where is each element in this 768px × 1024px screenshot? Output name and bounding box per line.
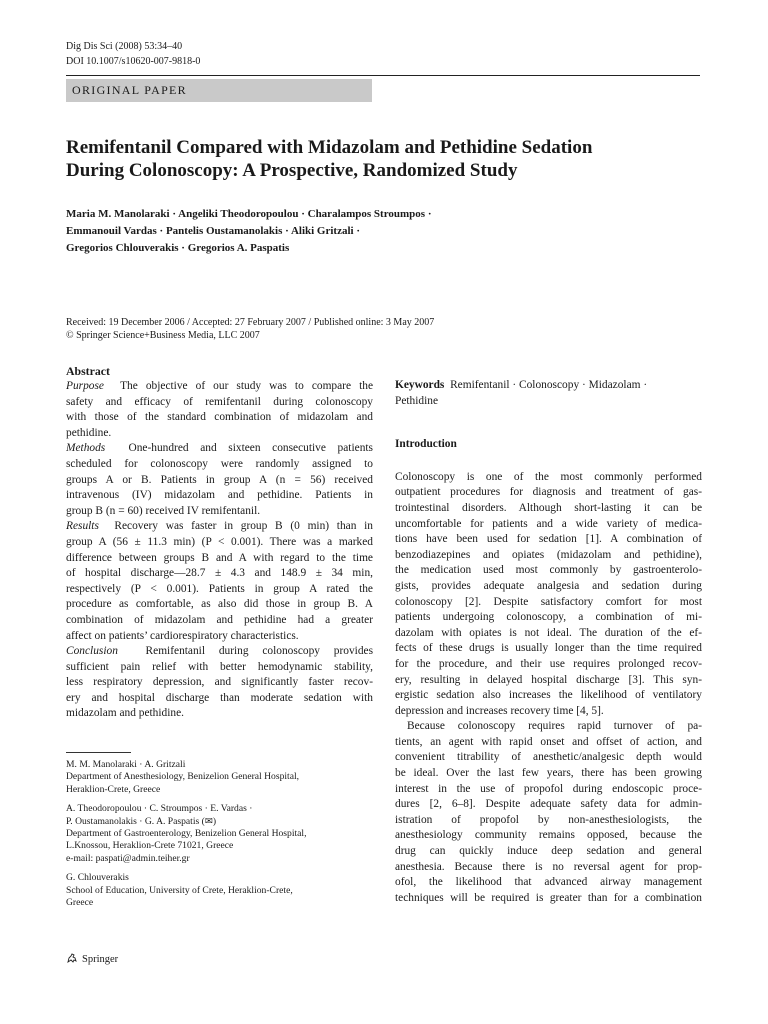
abstract-line: sufficient pain relief with better hemodynamic stability, xyxy=(66,660,373,673)
abstract-line: scheduled for colonoscopy were randomly assigned to xyxy=(66,457,373,470)
results-label: Results xyxy=(66,520,99,533)
keywords-line: Pethidine xyxy=(395,394,439,407)
abstract-line: safety and efficacy of remifentanil during colonoscopy xyxy=(66,395,373,408)
keywords-label: Keywords xyxy=(395,379,445,391)
journal-citation: Dig Dis Sci (2008) 53:34–40 xyxy=(66,41,183,52)
introduction-heading: Introduction xyxy=(395,438,457,451)
article-title xyxy=(66,136,706,182)
abstract-line: difference between groups B and A with regard to the time xyxy=(66,551,373,564)
author-line: Maria M. Manolaraki · Angeliki Theodoropoulou · Charalampos Stroumpos · xyxy=(66,208,432,220)
abstract-section xyxy=(66,364,373,722)
author-line: Emmanouil Vardas · Pantelis Oustamanolakis · Aliki Gritzali · xyxy=(66,225,360,237)
abstract-line: of hospital discharge—28.7 ± 4.3 and 148.9 ± 34 min, xyxy=(66,567,373,580)
abstract-line: pethidine. xyxy=(66,426,112,439)
title-line: During Colonoscopy: A Prospective, Randomized Study xyxy=(66,160,518,181)
abstract-heading: Abstract xyxy=(66,364,110,378)
affiliations xyxy=(66,759,386,916)
abstract-line: respectively (P < 0.001). Patients in group A rated the xyxy=(66,582,373,595)
abstract-line: groups A or B. Patients in group A (n = 56) received xyxy=(66,473,373,486)
doi: DOI 10.1007/s10620-007-9818-0 xyxy=(66,56,201,67)
abstract-line: combination of midazolam and pethidine had a greater xyxy=(66,613,373,626)
abstract-line: ery and hospital discharge than moderate sedation with xyxy=(66,691,373,704)
page-footer xyxy=(66,952,118,967)
affiliation-block: G. Chlouverakis School of Education, University of Crete, Heraklion-Crete, Greece xyxy=(66,872,293,909)
abstract-line: Conclusion Remifentanil during colonoscopy provides xyxy=(66,645,373,658)
date-history: Received: 19 December 2006 / Accepted: 27 February 2007 / Published online: 3 May 2007 xyxy=(66,317,435,328)
abstract-line: Purpose The objective of our study was to compare the xyxy=(66,380,373,392)
publisher-name: Springer xyxy=(82,954,119,965)
conclusion-label: Conclusion xyxy=(66,645,118,658)
corresponding-email[interactable]: e-mail: paspati@admin.teiher.gr xyxy=(66,852,190,864)
abstract-line: procedure as comfortable, as also did those in group B. A xyxy=(66,598,373,611)
author-line: Gregorios Chlouverakis · Gregorios A. Paspatis xyxy=(66,242,290,254)
methods-label: Methods xyxy=(66,442,106,455)
header-rule xyxy=(66,75,700,76)
abstract-line: group A (56 ± 11.3 min) (P < 0.001). There was a marked xyxy=(66,535,373,548)
keywords: Keywords Remifentanil · Colonoscopy · Midazolam · xyxy=(395,379,648,391)
right-column xyxy=(395,378,702,906)
intro-paragraph-1: Colonoscopy is one of the most commonly performed outpatient procedures for diagnosis and treatment of gas- trointestinal disorders. Although short-lasting it can be uncomfortable for patients and a wide variety of medica- tions have been used for sedation [1]. A combination of benzodiazepines and opiates (midazolam and pethidine), the medication used most commonly by gastroenterolo- gists, provides adequate analgesia and sedation during colonoscopy [2]. Despite satisfactory comfort for most patients undergoing colonoscopy, a combination of mi- dazolam with opiates is not ideal. The duration of the ef- fects of these drugs is usually longer than the time required for the procedure, and their use requires prolonged recov- ery, resulting in delayed hospital discharge [3]. This syn- ergistic sedation also increases the likelihood of ventilatory depression and increases recovery time [4, 5]. xyxy=(395,470,702,717)
intro-paragraph-2: Because colonoscopy requires rapid turnover of pa- tients, an agent with rapid onset and offset of action, and convenient titrability of anesthetic/analgesic depth would be ideal. Over the last few years, there has been growing interest in the use of propofol during endoscopic proce- dures [2, 6–8]. Despite adequate safety data for admin- istration of propofol by non-anesthesiologists, the anesthesiology community remains opposed, because the drug can quickly induce deep sedation and general anesthesia. Because there is no reversal agent for prop- ofol, the likelihood that advanced airway management techniques will be required is greater than for a combination xyxy=(395,720,702,904)
author-list xyxy=(66,206,706,257)
abstract-line: midazolam and pethidine. xyxy=(66,707,184,720)
abstract-line: intravenous (IV) midazolam and pethidine. Patients in xyxy=(66,489,373,502)
affiliation-rule xyxy=(66,752,131,753)
affiliation-block: A. Theodoropoulou · C. Stroumpos · E. Vardas · P. Oustamanolakis · G. A. Paspatis (✉) Department of Gastroenterology, Benizelion General Hospital, L.Knossou, Heraklion-Crete 71021, Greece e-mail: paspati@admin.teiher.gr xyxy=(66,803,386,865)
abstract-line: group B (n = 60) received IV remifentanil. xyxy=(66,504,261,517)
abstract-line: affect on patients’ cardiorespiratory characteristics. xyxy=(66,629,299,642)
title-line: Remifentanil Compared with Midazolam and Pethidine Sedation xyxy=(66,137,593,158)
abstract-line: with those of the standard combination of midazolam and xyxy=(66,411,373,424)
abstract-line: less respiratory depression, and significantly faster recov- xyxy=(66,676,373,689)
affiliation-block: M. M. Manolaraki · A. Gritzali Department of Anesthesiology, Benizelion General Hospital, Heraklion-Crete, Greece xyxy=(66,759,300,795)
springer-horse-icon xyxy=(66,952,78,964)
abstract-line: Results Recovery was faster in group B (0 min) than in xyxy=(66,520,373,533)
paper-type-banner: ORIGINAL PAPER xyxy=(66,79,372,102)
abstract-line: Methods One-hundred and sixteen consecutive patients xyxy=(66,442,373,455)
purpose-label: Purpose xyxy=(66,380,104,392)
publication-dates xyxy=(66,316,706,342)
copyright: © Springer Science+Business Media, LLC 2007 xyxy=(66,330,260,341)
